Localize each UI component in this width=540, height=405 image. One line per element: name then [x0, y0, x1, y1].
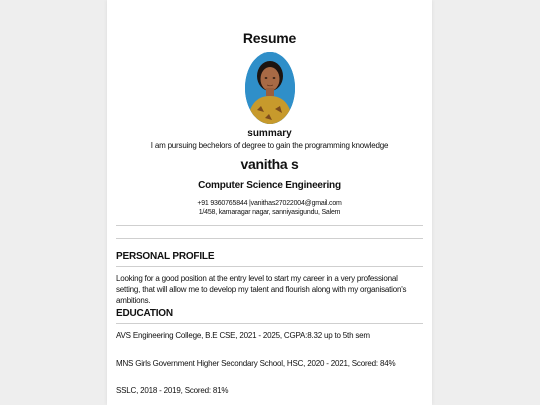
divider [116, 323, 423, 324]
education-heading: EDUCATION [116, 308, 173, 319]
contact-line: +91 9360765844 |vanithas27022004@gmail.com [197, 200, 342, 207]
candidate-name: vanitha s [240, 156, 299, 172]
divider [116, 238, 423, 239]
divider [116, 266, 423, 267]
education-item: AVS Engineering College, B.E CSE, 2021 - 2025, CGPA:8.32 up to 5th sem [116, 331, 370, 340]
profile-text: Looking for a good position at the entry level to start my career in a very professional setting, that will allow me to develop my talent and flourish along with my organisation's ambitions. [116, 274, 407, 305]
profile-photo [245, 52, 295, 124]
profile-heading: PERSONAL PROFILE [116, 251, 215, 262]
address-line: 1/458, kamaragar nagar, sanniyasigundu, Salem [198, 209, 341, 216]
education-item: SSLC, 2018 - 2019, Scored: 81% [116, 386, 229, 395]
resume-title: Resume [242, 30, 297, 46]
department: Computer Science Engineering [198, 180, 341, 191]
summary-text: I am pursuing bechelors of degree to gain the programming knowledge [150, 141, 389, 150]
summary-heading: summary [247, 128, 292, 139]
divider [116, 225, 423, 226]
resume-page [107, 0, 432, 405]
education-item: MNS Girls Government Higher Secondary School, HSC, 2020 - 2021, Scored: 84% [116, 359, 396, 368]
